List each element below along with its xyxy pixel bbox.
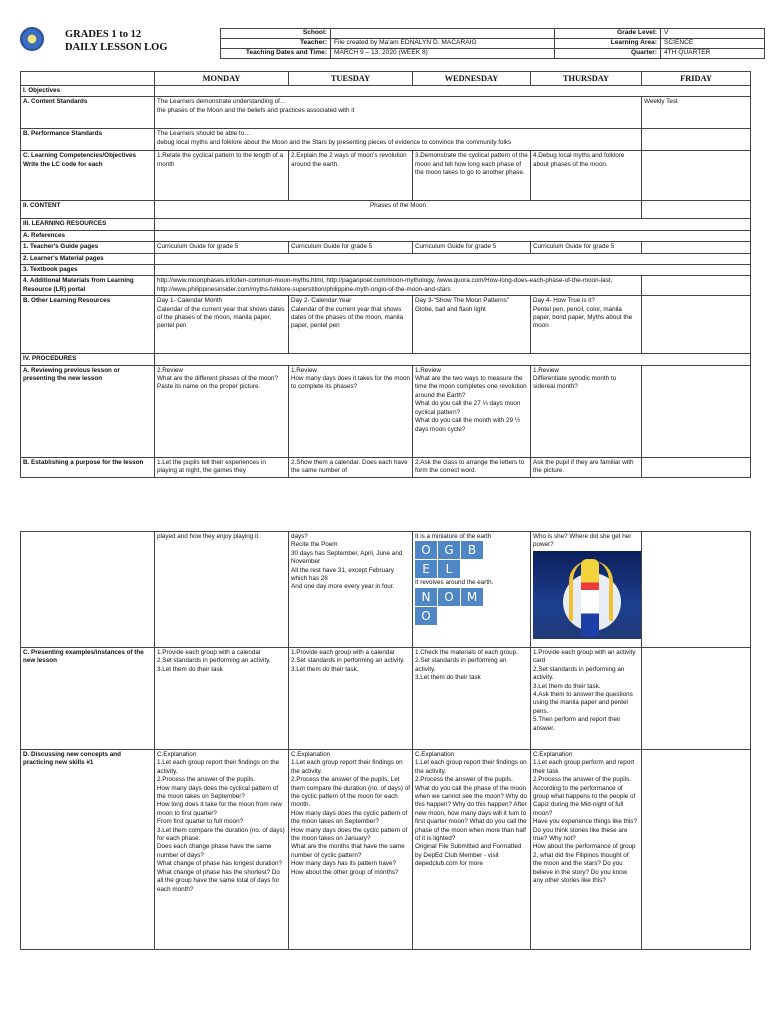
review-monday: 2.Review What are the different phases of the moon? Paste its name on the proper picture. — [155, 365, 289, 457]
tg-monday: Curriculum Guide for grade 5 — [155, 242, 289, 253]
purpose-monday-part2: played and how they enjoy playing it. — [155, 532, 289, 648]
school-value — [331, 29, 555, 39]
olr-tuesday: Day 2- Calendar Year Calendar of the current year that shows dates of the phases of the moon, manila paper, pentel pen — [289, 296, 413, 354]
tb-empty — [155, 265, 751, 276]
competency-friday — [642, 151, 751, 201]
letter-tile[interactable]: M — [461, 588, 483, 606]
am-friday — [642, 276, 751, 296]
resources-label: III. LEARNING RESOURCES — [21, 219, 155, 230]
presenting-tuesday: 1.Provide each group with a calendar 2.Set standards in performing an activity. 3.Let them do their task. — [289, 648, 413, 750]
olr-monday: Day 1- Calendar Month Calendar of the current year that shows dates of the phases of the moon, manila paper, pentel pen — [155, 296, 289, 354]
discussing-monday: C.Explanation 1.Let each group report their findings on the activity. 2.Process the answer of the pupils. How many days does the cyclical pattern of the moon takes on September? How long does it take for the moon from new moon to first quarter? From first quarter to full moon? 3.Let them compare the duration (no. of days) for each phase. Does each change phase have the same number of days? What change of phase has longest duration? What change of phase has the shortest? Do all the group have the same total of days for each month? — [155, 750, 289, 950]
lesson-log-table-1 — [20, 71, 751, 478]
presenting-label: C. Presenting examples/instances of the new lesson — [21, 648, 155, 750]
olr-wednesday: Day 3-"Show The Moon Patterns" Globe, ball and flash light — [413, 296, 531, 354]
content-standards-label: A. Content Standards — [21, 97, 155, 129]
wednesday-clue-top: It is a miniature of the earth — [415, 533, 492, 540]
olr-thursday: Day 4- How True is it? Pentel pen, pencil, color, manila paper, bond paper, Myths about the moon — [531, 296, 642, 354]
dates-label: Teaching Dates and Time: — [221, 49, 331, 59]
performance-standards-label: B. Performance Standards — [21, 129, 155, 151]
content-label: II. CONTENT — [21, 201, 155, 219]
character-figure — [581, 559, 599, 637]
dates-value: MARCH 9 – 13, 2020 (WEEK 8) — [331, 49, 555, 59]
tg-label: 1. Teacher's Guide pages — [21, 242, 155, 253]
competency-monday: 1.Relate the cyclical pattern to the length of a month — [155, 151, 289, 201]
purpose-tuesday-part2: days? Recite the Poem 30 days has September, April, June and November All the rest have 31, except February which has 28 And one day more every year in four. — [289, 532, 413, 648]
letter-tile[interactable]: L — [438, 560, 460, 578]
purpose-monday-part1: 1.Let the pupils tell their experiences in playing at night, the games they — [155, 457, 289, 477]
letter-tile[interactable]: O — [438, 588, 460, 606]
content-standards-text: The Learners demonstrate understanding of… the phases of the Moon and the beliefs and practices associated with it — [155, 97, 642, 129]
competency-thursday: 4.Debug local myths and folklore about phases of the moon. — [531, 151, 642, 201]
lesson-log-table-2 — [20, 531, 751, 950]
letter-tiles-row-3 — [415, 588, 528, 607]
purpose-thursday-part1: Ask the pupil if they are familiar with the picture. — [531, 457, 642, 477]
lm-label: 2. Learner's Material pages — [21, 253, 155, 264]
tg-wednesday: Curriculum Guide for grade 5 — [413, 242, 531, 253]
day-monday: MONDAY — [155, 72, 289, 86]
grade-label: Grade Level: — [555, 29, 661, 39]
letter-tile[interactable]: O — [415, 607, 437, 625]
quarter-value: 4TH QUARTER — [661, 49, 765, 59]
friday-weekly-test: Weekly Test — [642, 97, 751, 129]
purpose-thursday-part2 — [531, 532, 642, 648]
letter-tile[interactable]: O — [415, 541, 437, 559]
lm-empty — [155, 253, 751, 264]
document-header — [14, 26, 756, 62]
review-thursday: 1.Review Differentiate synodic month to sidereal month? — [531, 365, 642, 457]
letter-tiles-row-1 — [415, 541, 528, 560]
olr-friday — [642, 296, 751, 354]
discussing-thursday: C.Explanation 1.Let each group perform and report their task 2.Process the answer of the pupils. According to the performance of group what happens to the people of Capiz during the Mid-night of full moon? Have you experience things like this? Do you think stories like these are true? Why not? How about the performance of group 2, what did the Filipinos thought of the moon and the stars? Do you believe in the story? Do you know any other stories like this? — [531, 750, 642, 950]
procedures-empty — [155, 354, 751, 365]
teacher-value: File created by Ma'am EDNALYN D. MACARAIG — [331, 39, 555, 49]
lesson-log-page-1 — [20, 71, 750, 475]
discussing-friday — [642, 750, 751, 950]
presenting-monday: 1.Provide each group with a calendar 2.Set standards in performing an activity. 3.Let them do their task — [155, 648, 289, 750]
discussing-label: D. Discussing new concepts and practicing new skills #1 — [21, 750, 155, 950]
purpose-friday-part2 — [642, 532, 751, 648]
title-line1: GRADES 1 to 12 — [65, 29, 142, 40]
purpose-wednesday-part1: 2.Ask the class to arrange the letters to form the correct word. — [413, 457, 531, 477]
letter-tile[interactable]: N — [415, 588, 437, 606]
discussing-tuesday: C.Explanation 1.Let each group report their findings on the activity. 2.Process the answer of the pupils. Let them compare the duration (no. of days) of the cyclic pattern of the moon for each month. How many days does the cyclic pattern of the moon takes on September? How many days does the cyclic pattern of the moon takes on January? What are the months that have the same number of cyclic pattern? How many days has its pattern have? How about the other group of months? — [289, 750, 413, 950]
am-text: http://www.moonphases.info/ten-common-moon-myths.html, http://paganpoet.com/moon-mythology, /www.quora.com/How-long-does-each-phase-of-the-moon-last, http://www.philippinesinsider.com/myths-folklore-superstition/philippine-myth-origin-of-the-moon-and-stars — [155, 276, 642, 296]
day-thursday: THURSDAY — [531, 72, 642, 86]
purpose-label-cont — [21, 532, 155, 648]
performance-friday — [642, 129, 751, 151]
letter-tiles-row-2 — [415, 560, 528, 579]
school-label: School: — [221, 29, 331, 39]
teacher-label: Teacher: — [221, 39, 331, 49]
purpose-tuesday-part1: 2.Show them a calendar. Does each have the same number of — [289, 457, 413, 477]
discussing-wednesday: C.Explanation 1.Let each group report their findings on the activity. 2.Process the answer of the pupils. What do you call the phase of the moon when we cannot see the moon? Why do this happen? Why do this happen? After new moon, how many days will it turn to first quarter moon? What do you call the phase of the moon when more than half of it is lighted? Original File Submitted and Formatted by DepEd Club Member - visit depedclub.com for more — [413, 750, 531, 950]
tg-friday — [642, 242, 751, 253]
review-wednesday: 1.Review What are the two ways to measure the time the moon completes one revolution around the Earth? What do you call the 27 ⅓ days moon cyclical pattern? What do you call the month with 29 ½ days moon cycle? — [413, 365, 531, 457]
day-tuesday: TUESDAY — [289, 72, 413, 86]
performance-standards-text: The Learners should be able to… debug local myths and folklore about the Moon and the Stars by presenting pieces of evidence to convince the community folks — [155, 129, 642, 151]
presenting-friday — [642, 648, 751, 750]
tb-label: 3. Textbook pages — [21, 265, 155, 276]
grade-value: V — [661, 29, 765, 39]
lesson-log-page-2 — [20, 531, 750, 991]
letter-tile[interactable]: B — [461, 541, 483, 559]
review-friday — [642, 365, 751, 457]
competency-wednesday: 3.Demonstrate the cyclical pattern of the moon and tell how long each phase of the moon takes to go to another phase. — [413, 151, 531, 201]
wednesday-clue-bottom: It revolves around the earth. — [415, 579, 494, 587]
area-label: Learning Area: — [555, 39, 661, 49]
tg-thursday: Curriculum Guide for grade 5 — [531, 242, 642, 253]
title-line2: DAILY LESSON LOG — [65, 42, 168, 53]
thursday-question: Who is she? Where did she get her power? — [533, 533, 632, 549]
letter-tile[interactable]: G — [438, 541, 460, 559]
objectives-label: I. Objectives — [21, 86, 155, 97]
presenting-wednesday: 1.Check the materials of each group. 2.Set standards in performing an activity. 3.Let them do their task — [413, 648, 531, 750]
sailor-moon-picture — [533, 551, 642, 639]
purpose-wednesday-part2 — [413, 532, 531, 648]
blank-corner — [21, 72, 155, 86]
competencies-label: C. Learning Competencies/Objectives Write the LC code for each — [21, 151, 155, 201]
area-value: SCIENCE — [661, 39, 765, 49]
letter-tiles-row-4 — [415, 607, 528, 626]
references-empty — [155, 230, 751, 241]
presenting-thursday: 1.Provide each group with an activity card 2.Set standards in performing an activity. 3.Let them do their task. 4.Ask them to answer the questions using the manila paper and pentel pens. 5.Then perform and report their answer. — [531, 648, 642, 750]
olr-label: B. Other Learning Resources — [21, 296, 155, 354]
review-label: A. Reviewing previous lesson or presenting the new lesson — [21, 365, 155, 457]
references-label: A. References — [21, 230, 155, 241]
day-wednesday: WEDNESDAY — [413, 72, 531, 86]
objectives-empty — [155, 86, 751, 97]
review-tuesday: 1.Review How many days does it takes for the moon to complete its phases? — [289, 365, 413, 457]
resources-empty — [155, 219, 751, 230]
quarter-label: Quarter: — [555, 49, 661, 59]
procedures-label: IV. PROCEDURES — [21, 354, 155, 365]
am-label: 4. Additional Materials from Learning Resource (LR) portal — [21, 276, 155, 296]
content-friday — [642, 201, 751, 219]
deped-seal-icon — [20, 27, 44, 51]
day-friday: FRIDAY — [642, 72, 751, 86]
purpose-friday-part1 — [642, 457, 751, 477]
purpose-label: B. Establishing a purpose for the lesson — [21, 457, 155, 477]
header-info-table — [220, 28, 765, 59]
competency-tuesday: 2.Explain the 2 ways of moon's revolution around the earth. — [289, 151, 413, 201]
tg-tuesday: Curriculum Guide for grade 5 — [289, 242, 413, 253]
content-text: Phases of the Moon — [155, 201, 642, 219]
letter-tile[interactable]: E — [415, 560, 437, 578]
